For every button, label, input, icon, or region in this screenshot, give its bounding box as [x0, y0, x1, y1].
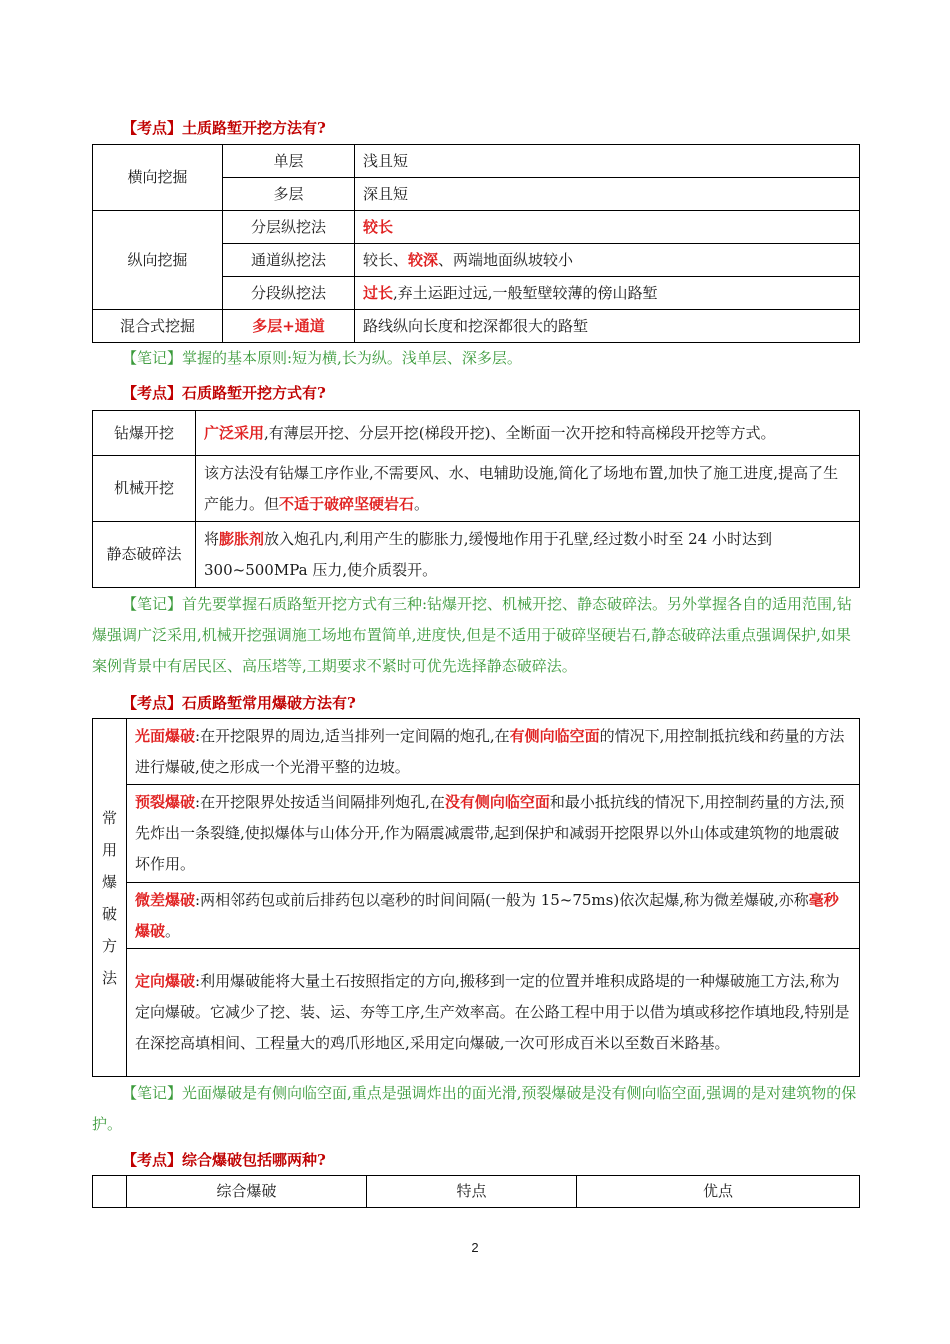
method-title: 微差爆破 [135, 890, 196, 909]
desc-text: 。 [414, 494, 430, 513]
method-name-cell: 钻爆开挖 [93, 411, 196, 456]
table-row [93, 310, 860, 343]
desc-cell [355, 244, 860, 277]
desc-text: 较长、 [363, 250, 409, 269]
table-row [93, 211, 860, 244]
method-desc-cell [196, 522, 860, 588]
desc-text: ,弃土运距过远,一般堑壁较薄的傍山路堑 [393, 283, 658, 302]
method-title: 定向爆破 [135, 972, 196, 990]
desc-cell [355, 277, 860, 310]
highlight-text: 膨胀剂 [219, 529, 265, 548]
desc-text: 将 [204, 529, 220, 548]
desc-text: :在开挖限界的周边,适当排列一定间隔的炮孔,在 [195, 726, 510, 745]
table-header-row [93, 1176, 860, 1208]
desc-cell [355, 211, 860, 244]
desc-text: 、两端地面纵坡较小 [438, 250, 574, 269]
desc-text: :在开挖限界处按适当间隔排列炮孔,在 [195, 793, 445, 811]
method-name-cell: 机械开挖 [93, 456, 196, 522]
desc-cell: 浅且短 [355, 145, 860, 178]
column-header: 优点 [577, 1176, 860, 1208]
empty-cell [93, 1176, 127, 1208]
side-label-char: 爆 [101, 872, 117, 891]
table-row [93, 145, 860, 178]
method-title: 光面爆破 [135, 726, 196, 745]
column-header: 特点 [367, 1176, 577, 1208]
blast-method-cell [127, 719, 860, 785]
desc-text: 。 [165, 921, 181, 940]
table-row [93, 522, 860, 588]
method-title: 预裂爆破 [135, 793, 196, 811]
page-number: 2 [471, 1240, 479, 1255]
highlight-text: 过长 [363, 283, 394, 302]
table-row [93, 456, 860, 522]
side-label-cell [93, 719, 127, 1077]
column-header: 综合爆破 [127, 1176, 367, 1208]
group-cell: 横向挖掘 [93, 145, 223, 211]
highlight-text: 较长 [363, 217, 394, 236]
desc-text: :利用爆破能将大量土石按照指定的方向,搬移到一定的位置并堆积成路堤的一种爆破施工方法,称为定向爆破。它减少了挖、装、运、夯等工序,生产效率高。在公路工程中用于以借为填或移挖作填地段,特别是在深挖高填相间、工程量大的鸡爪形地区,采用定向爆破,一次可形成百米以至数百米路基。 [135, 972, 850, 1052]
desc-text: ,有薄层开挖、分层开挖(梯段开挖)、全断面一次开挖和特高梯段开挖等方式。 [264, 423, 776, 442]
table-row [93, 883, 860, 949]
highlight-text: 不适于破碎坚硬岩石 [279, 494, 415, 513]
blast-method-cell [127, 785, 860, 883]
desc-text: :两相邻药包或前后排药包以毫秒的时间间隔(一般为 15~75ms)依次起爆,称为微差爆破,亦称 [195, 890, 809, 909]
highlight-text: 较深 [408, 250, 439, 269]
section3-heading: 【考点】石质路堑常用爆破方法有? [122, 694, 356, 712]
section3-note: 【笔记】光面爆破是有侧向临空面,重点是强调炸出的面光滑,预裂爆破是没有侧向临空面,强调的是对建筑物的保护。 [92, 1084, 857, 1133]
section2-heading: 【考点】石质路堑开挖方式有? [122, 384, 326, 402]
blast-method-cell [127, 949, 860, 1077]
table-row [93, 949, 860, 1077]
desc-text: 和最小抵抗线的情况下,用控制药量的方法,预先炸出一条裂缝,使拟爆体与山体分开,作为隔震减震带,起到保护和减弱开挖限界以外山体或建筑物的地震破坏作用。 [135, 793, 845, 873]
section2-note: 【笔记】首先要掌握石质路堑开挖方式有三种:钻爆开挖、机械开挖、静态破碎法。另外掌握各自的适用范围,钻爆强调广泛采用,机械开挖强调施工场地布置简单,进度快,但是不适用于破碎坚硬岩石,静态破碎法重点强调保护,如果案例背景中有居民区、高压塔等,工期要求不紧时可优先选择静态破碎法。 [92, 595, 852, 675]
desc-cell: 路线纵向长度和挖深都很大的路堑 [355, 310, 860, 343]
soil-excavation-table [92, 144, 860, 343]
desc-text: 的情况下,用控制抵抗线和药量的方法进行爆破,使之形成一个光滑平整的边坡。 [135, 726, 845, 776]
method-cell: 分层纵挖法 [223, 211, 355, 244]
method-desc-cell [196, 456, 860, 522]
method-name-cell: 静态破碎法 [93, 522, 196, 588]
rock-excavation-table [92, 410, 860, 588]
group-cell: 混合式挖掘 [93, 310, 223, 343]
section1-note: 【笔记】掌握的基本原则:短为横,长为纵。浅单层、深多层。 [122, 349, 522, 367]
side-label-char: 方 [101, 936, 117, 955]
highlight-text: 没有侧向临空面 [444, 793, 550, 811]
highlight-text: 毫秒爆破 [135, 890, 839, 940]
section1-heading: 【考点】土质路堑开挖方法有? [122, 119, 326, 137]
method-desc-cell [196, 411, 860, 456]
table-row [93, 719, 860, 785]
desc-text: 放入炮孔内,利用产生的膨胀力,缓慢地作用于孔壁,经过数小时至 24 小时达到 300~500MPa 压力,使介质裂开。 [204, 529, 772, 579]
highlight-text: 有侧向临空面 [509, 726, 600, 745]
side-label-char: 用 [101, 840, 117, 859]
table-row [93, 411, 860, 456]
method-cell: 多层+通道 [223, 310, 355, 343]
side-label-char: 常 [101, 808, 117, 827]
blasting-methods-table [92, 718, 860, 1077]
method-cell: 多层 [223, 178, 355, 211]
desc-cell: 深且短 [355, 178, 860, 211]
method-cell: 通道纵挖法 [223, 244, 355, 277]
method-cell: 单层 [223, 145, 355, 178]
method-cell: 分段纵挖法 [223, 277, 355, 310]
side-label-char: 破 [101, 904, 117, 923]
section4-heading: 【考点】综合爆破包括哪两种? [122, 1151, 326, 1169]
highlight-text: 广泛采用 [204, 423, 265, 442]
desc-text: 该方法没有钻爆工序作业,不需要风、水、电辅助设施,简化了场地布置,加快了施工进度,提高了生产能力。但 [204, 463, 839, 513]
group-cell: 纵向挖掘 [93, 211, 223, 310]
table-row [93, 785, 860, 883]
combined-blasting-table [92, 1175, 860, 1208]
side-label-char: 法 [101, 968, 117, 987]
blast-method-cell [127, 883, 860, 949]
